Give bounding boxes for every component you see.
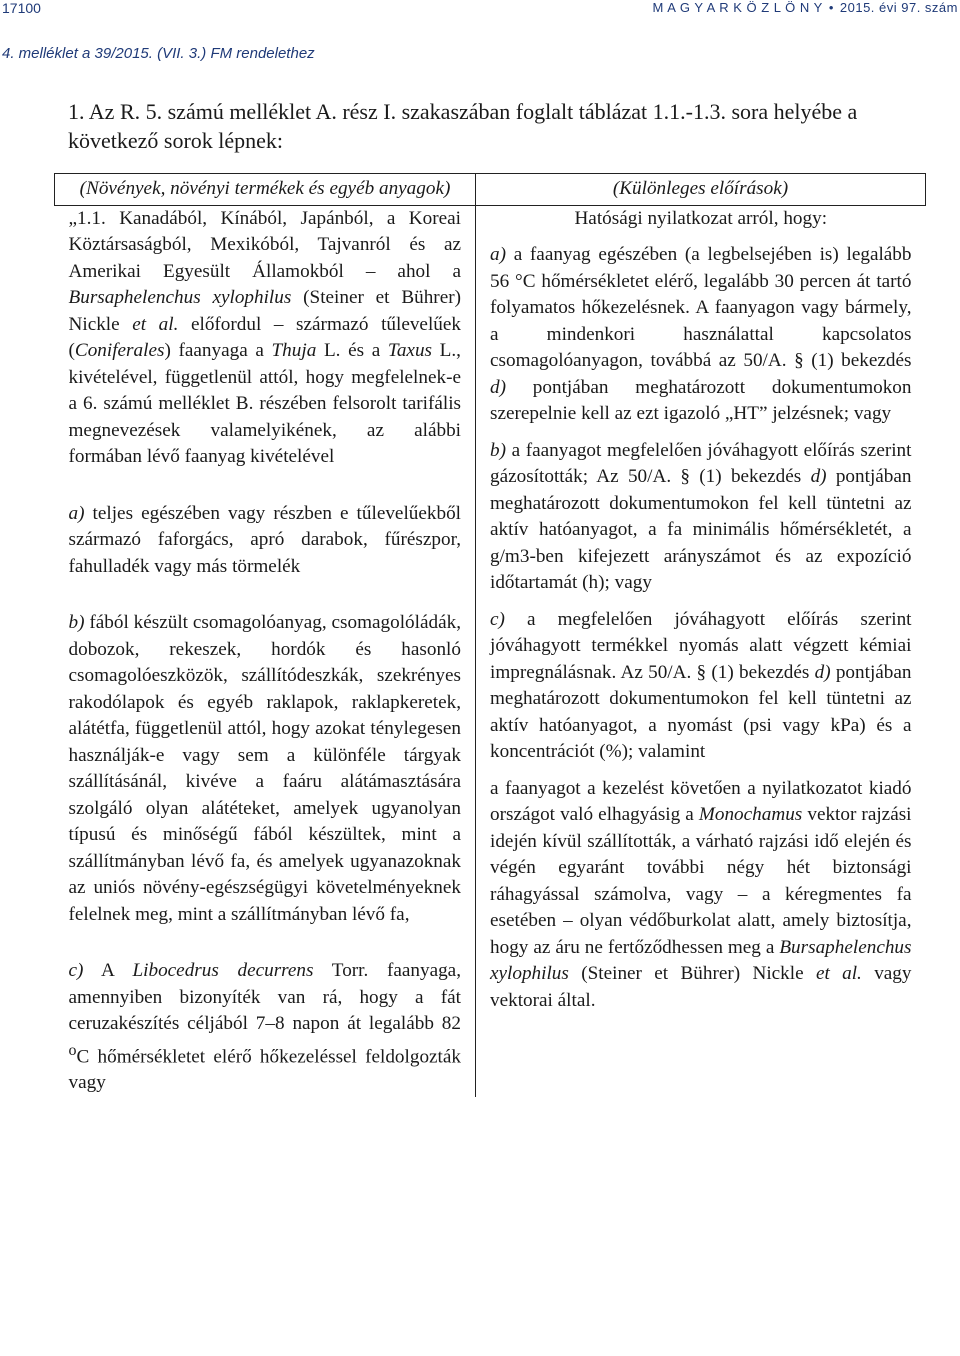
- requirements-item-c: c) a megfelelően jóváhagyott előírás szerint jóváhagyott termékkel nyomás alatt végzett kémiai impregnálásnak. Az 50/A. § (1) bekezdés d) pontjában meghatározott dokumentumokon fel kell tüntetni az aktív hatóanyagot, a nyomást (psi vagy kPa) és a koncentrációt (%); valamint: [490, 608, 912, 762]
- intro-text: 1. Az R. 5. számú melléklet A. rész I. szakaszában foglalt táblázat 1.1.-1.3. sora helyébe a következő sorok lépnek:: [68, 99, 858, 153]
- plants-main-paragraph: „1.1. Kanadából, Kínából, Japánból, a Koreai Köztársaságból, Mexikóból, Tajvanról és az Amerikai Egyesült Államokból – ahol a Bursaphelenchus xylophilus (Steiner et Bührer) Nickle et al. előfordul – származó tűlevelűek (Coniferales) faanyaga a Thuja L. és a Taxus L., kivételével, függetlenül attól, hogy megfelelnek-e a 6. számú melléklet B. részében felsorolt tarifális megnevezések valamelyikének, az alábbi formában lévő faanyag kivételével: [68, 207, 461, 467]
- plants-item-b: b) fából készült csomagolóanyag, csomagolóládák, dobozok, rekeszek, hordók és hasonló csomagolóeszközök, szállítódeszkák, szekrényes rakodólapok és egyéb raklapok, raklapkeretek, alátétfa, függetlenül attól, hogy azokat ténylegesen használják-e vagy sem a különféle tárgyak szállításánál, kivéve a faáru alátámasztására szolgáló olyan alátéteket, amelyek ugyanolyan típusú és minőségű fából készültek, mint a szállítmányban lévő fa, és amelyek ugyanazoknak az uniós növény-egészségügyi követelményeknek felelnek meg, mint a szállítmányban lévő fa,: [68, 612, 461, 925]
- requirements-item-a: a) a faanyag egészében (a legbelsejében is) legalább 56 °C hőmérsékletet elérő, legalább 30 percen át tartó folyamatos hőkezelésnek. A faanyagon vagy bármely, a mindenkori használattal kapcsolatos csomagolóanyagon, továbbá az 50/A. § (1) bekezdés d) pontjában meghatározott dokumentumokon szerepelnie kell az ezt igazoló „HT” jelzésnek; vagy: [490, 244, 912, 424]
- table-header-row: [55, 174, 926, 206]
- page-number: 17100: [2, 0, 41, 16]
- requirements-tail: a faanyagot a kezelést követően a nyilatkozatot kiadó országot való elhagyásig a Monochamus vektor rajzási idején kívül szállították, a várható rajzási idő elején és végén egyaránt további négy hét biztonsági ráhagyással számolva, vagy – a kéregmentes fa esetében – olyan védőburkolat alatt, amely biztosítja, hogy az áru ne fertőződhessen meg a Bursaphelenchus xylophilus (Steiner et Bührer) Nickle et al. vagy vektorai által.: [490, 777, 912, 1011]
- requirements-intro: Hatósági nyilatkozat arról, hogy:: [574, 207, 828, 229]
- requirements-cell: [476, 205, 926, 1097]
- header-separator: •: [828, 0, 834, 15]
- intro-paragraph: [68, 97, 910, 155]
- requirements-item-b: b) a faanyagot megfelelően jóváhagyott előírás szerint gázosították; Az 50/A. § (1) bekezdés d) pontjában meghatározott dokumentumokon fel kell tüntetni az aktív hatóanyagot, a fa minimális hőmérsékletét, a g/m3-ben kifejezett arányszámot és az expozíció időtartamát (h); vagy: [490, 439, 912, 593]
- header-requirements: (Különleges előírások): [476, 174, 926, 206]
- header-plants: (Növények, növényi termékek és egyéb anyagok): [55, 174, 476, 206]
- plants-item-a: a) teljes egészében vagy részben e tűlevelűekből származó faforgács, apró darabok, fűrészpor, fahulladék vagy más törmelék: [68, 502, 461, 577]
- regulation-table: [54, 173, 926, 1097]
- table-row: [55, 205, 926, 1097]
- plants-cell: [55, 205, 476, 1097]
- journal-name: M A G Y A R K Ö Z L Ö N Y: [652, 0, 823, 15]
- annex-title: 4. melléklet a 39/2015. (VII. 3.) FM rendelethez: [2, 45, 315, 62]
- plants-item-c: c) A Libocedrus decurrens Torr. faanyaga, amennyiben bizonyíték van rá, hogy a fát ceruzakészítés céljából 7–8 napon át legalább 82 $^o$C hőmérsékletet elérő hőkezeléssel feldolgozták vagy: [68, 960, 461, 1094]
- issue-number: 2015. évi 97. szám: [839, 0, 958, 15]
- journal-header: [653, 0, 958, 15]
